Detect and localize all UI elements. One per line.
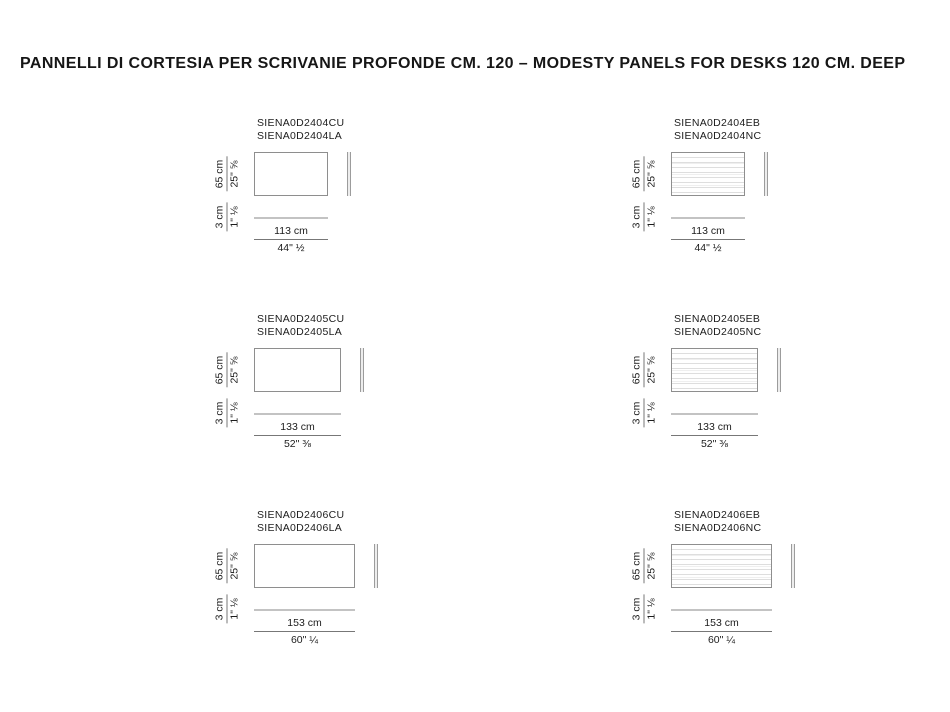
thickness-cm-label: 3 cm xyxy=(214,595,228,624)
thickness-cm-label: 3 cm xyxy=(631,399,645,428)
thickness-inch-label: 1" ⅛ xyxy=(645,402,658,424)
product-codes xyxy=(257,509,344,534)
width-inch-label: 44" ½ xyxy=(694,242,722,254)
thickness-inch-label: 1" ⅛ xyxy=(228,206,241,228)
panel-edge-view xyxy=(671,609,772,611)
panel-edge-view xyxy=(254,609,355,611)
height-cm-label: 65 cm xyxy=(214,549,228,584)
width-cm-label: 113 cm xyxy=(671,225,745,240)
thickness-dimension xyxy=(631,399,658,428)
width-dimension xyxy=(254,421,341,450)
product-code: SIENA0D2406EB xyxy=(674,509,761,521)
product-code: SIENA0D2404LA xyxy=(257,129,343,142)
height-inch-label: 25" ⅝ xyxy=(228,356,241,384)
width-dimension xyxy=(254,225,328,254)
height-cm-label: 65 cm xyxy=(631,549,645,584)
product-codes xyxy=(257,117,344,142)
product-codes xyxy=(674,117,761,142)
product-code: SIENA0D2405CU xyxy=(257,313,345,325)
thickness-dimension xyxy=(214,399,241,428)
height-cm-label: 65 cm xyxy=(631,157,645,192)
modesty-panel-diagram xyxy=(630,313,762,450)
modesty-panel-diagram xyxy=(213,509,355,646)
modesty-panel-diagram xyxy=(213,313,345,450)
page-title: PANNELLI DI CORTESIA PER SCRIVANIE PROFONDE CM. 120 – MODESTY PANELS FOR DESKS 120 CM. DEEP xyxy=(20,55,906,72)
product-code: SIENA0D2404EB xyxy=(674,117,761,129)
panel-edge-view xyxy=(254,413,341,415)
thickness-inch-label: 1" ⅛ xyxy=(645,598,658,620)
width-cm-label: 133 cm xyxy=(254,421,341,436)
panel-side-view xyxy=(791,544,795,588)
height-dimension xyxy=(631,157,658,192)
panel-edge-view xyxy=(254,217,328,219)
height-inch-label: 25" ⅝ xyxy=(228,160,241,188)
product-code: SIENA0D2405NC xyxy=(674,325,762,338)
thickness-cm-label: 3 cm xyxy=(214,399,228,428)
thickness-dimension xyxy=(631,203,658,232)
height-dimension xyxy=(214,549,241,584)
width-cm-label: 113 cm xyxy=(254,225,328,240)
width-inch-label: 60" ¼ xyxy=(707,634,736,646)
width-inch-label: 60" ¼ xyxy=(290,634,319,646)
thickness-cm-label: 3 cm xyxy=(214,203,228,232)
width-inch-label: 44" ½ xyxy=(277,242,305,254)
product-codes xyxy=(674,509,761,534)
height-cm-label: 65 cm xyxy=(214,353,228,388)
thickness-dimension xyxy=(631,595,658,624)
panel-side-view xyxy=(347,152,351,196)
height-dimension xyxy=(631,549,658,584)
product-codes xyxy=(257,313,344,338)
panel-edge-view xyxy=(671,413,758,415)
panel-side-view xyxy=(777,348,781,392)
width-inch-label: 52" ⅜ xyxy=(283,438,312,450)
thickness-cm-label: 3 cm xyxy=(631,203,645,232)
panel-side-view xyxy=(374,544,378,588)
panel-edge-view xyxy=(671,217,745,219)
height-dimension xyxy=(214,353,241,388)
height-dimension xyxy=(214,157,241,192)
panel-side-view xyxy=(764,152,768,196)
width-dimension xyxy=(671,225,745,254)
product-code: SIENA0D2405EB xyxy=(674,313,761,325)
product-code: SIENA0D2406CU xyxy=(257,509,345,521)
thickness-inch-label: 1" ⅛ xyxy=(645,206,658,228)
panel-side-view xyxy=(360,348,364,392)
thickness-inch-label: 1" ⅛ xyxy=(228,402,241,424)
width-cm-label: 153 cm xyxy=(671,617,772,632)
width-dimension xyxy=(671,421,758,450)
product-codes xyxy=(674,313,761,338)
width-inch-label: 52" ⅜ xyxy=(700,438,729,450)
height-inch-label: 25" ⅝ xyxy=(645,160,658,188)
product-code: SIENA0D2404NC xyxy=(674,129,762,142)
width-cm-label: 153 cm xyxy=(254,617,355,632)
modesty-panel-diagram xyxy=(630,509,772,646)
height-dimension xyxy=(631,353,658,388)
thickness-cm-label: 3 cm xyxy=(631,595,645,624)
modesty-panel-diagram xyxy=(630,117,762,254)
height-inch-label: 25" ⅝ xyxy=(228,552,241,580)
product-code: SIENA0D2406LA xyxy=(257,521,343,534)
thickness-dimension xyxy=(214,203,241,232)
height-inch-label: 25" ⅝ xyxy=(645,356,658,384)
product-code: SIENA0D2405LA xyxy=(257,325,343,338)
product-code: SIENA0D2406NC xyxy=(674,521,762,534)
width-dimension xyxy=(671,617,772,646)
thickness-inch-label: 1" ⅛ xyxy=(228,598,241,620)
height-cm-label: 65 cm xyxy=(214,157,228,192)
width-cm-label: 133 cm xyxy=(671,421,758,436)
height-inch-label: 25" ⅝ xyxy=(645,552,658,580)
width-dimension xyxy=(254,617,355,646)
modesty-panel-diagram xyxy=(213,117,345,254)
height-cm-label: 65 cm xyxy=(631,353,645,388)
thickness-dimension xyxy=(214,595,241,624)
product-code: SIENA0D2404CU xyxy=(257,117,345,129)
